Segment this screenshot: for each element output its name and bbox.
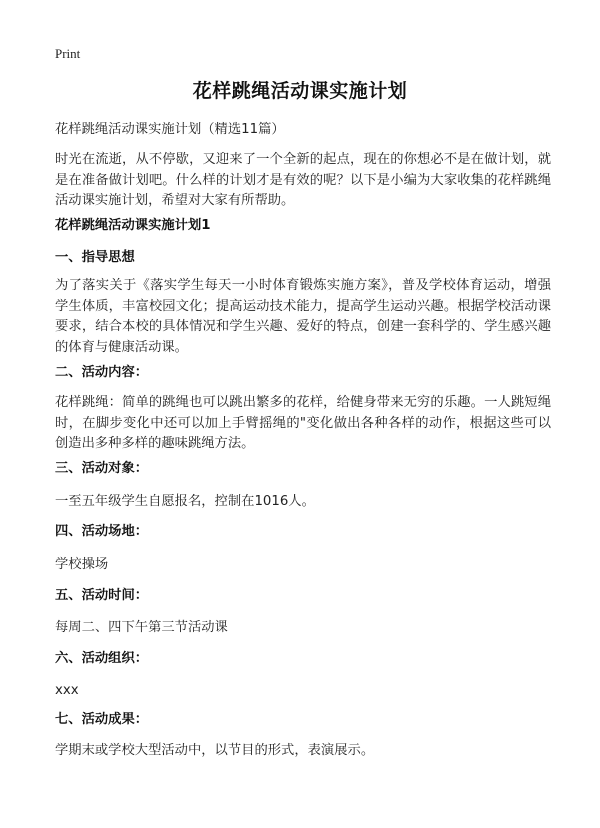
section-heading: 七、活动成果： <box>55 712 149 727</box>
print-link[interactable]: Print <box>55 46 81 61</box>
section-heading: 四、活动场地： <box>55 524 149 539</box>
section-heading: 二、活动内容： <box>55 365 149 380</box>
section-body: 每周二、四下午第三节活动课 <box>55 620 228 635</box>
section-body: 一至五年级学生自愿报名，控制在1016人。 <box>55 494 315 509</box>
section-body: xxx <box>55 683 79 698</box>
intro-paragraph: 时光在流逝，从不停歇，又迎来了一个全新的起点，现在的你想必不是在做计划，就是在准备做计划吧。什么样的计划才是有效的呢？以下是小编为大家收集的花样跳绳活动课实施计划，希望对大家有所帮助。 <box>55 152 551 208</box>
section-body: 为了落实关于《落实学生每天一小时体育锻炼实施方案》，普及学校体育运动，增强学生体质，丰富校园文化；提高运动技术能力，提高学生运动兴趣。根据学校活动课要求，结合本校的具体情况和学生兴趣、爱好的特点，创建一套科学的、学生感兴趣的体育与健康活动课。 <box>55 278 551 355</box>
section-heading: 三、活动对象： <box>55 461 149 476</box>
section-body: 花样跳绳：简单的跳绳也可以跳出繁多的花样，给健身带来无穷的乐趣。一人跳短绳时，在脚步变化中还可以加上手臂摇绳的"变化做出各种各样的动作，根据这些可以创造出多种多样的趣味跳绳方法。 <box>55 395 551 451</box>
document-title: 花样跳绳活动课实施计划 <box>192 80 408 102</box>
section-body: 学校操场 <box>55 557 109 572</box>
document-subtitle: 花样跳绳活动课实施计划（精选11篇） <box>55 122 285 137</box>
plan-heading: 花样跳绳活动课实施计划1 <box>55 218 211 233</box>
section-heading: 六、活动组织： <box>55 651 149 666</box>
section-heading: 一、指导思想 <box>55 250 135 265</box>
section-body: 学期末或学校大型活动中，以节目的形式，表演展示。 <box>55 743 375 758</box>
section-heading: 五、活动时间： <box>55 588 149 603</box>
